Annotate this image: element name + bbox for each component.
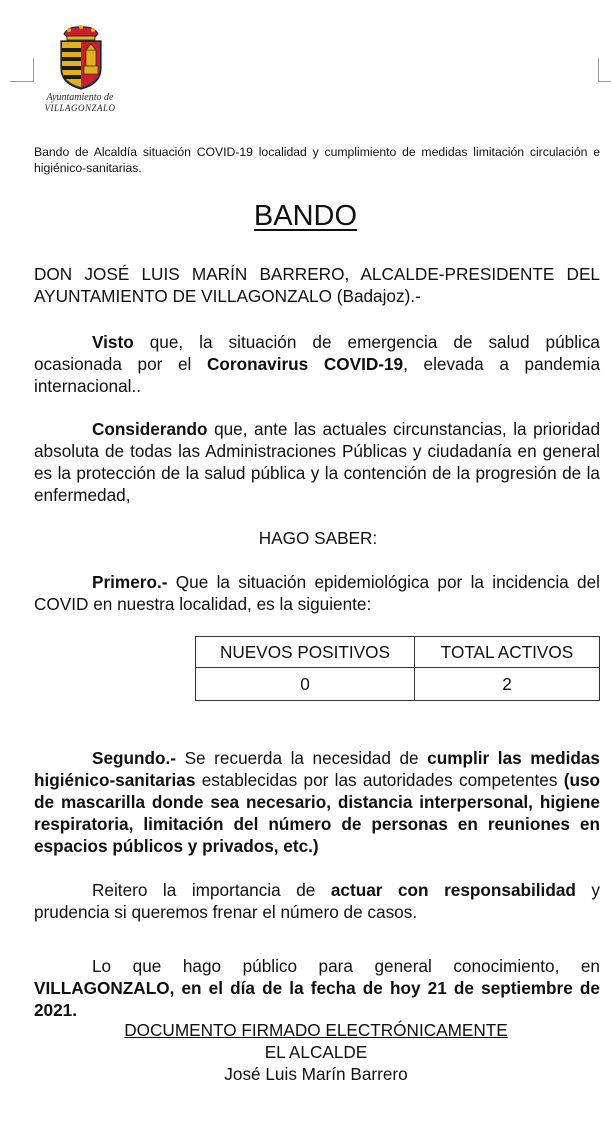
- segundo-lead: Segundo.-: [92, 748, 177, 768]
- reitero-bold: actuar con responsabilidad: [330, 880, 576, 900]
- visto-bold: Coronavirus COVID-19: [206, 354, 404, 374]
- covid-stats-table: [195, 636, 600, 701]
- municipal-crest-icon: [56, 24, 106, 90]
- signature-electronic-note: DOCUMENTO FIRMADO ELECTRÓNICAMENTE: [124, 1020, 508, 1040]
- crop-mark-left-horizontal: [10, 81, 34, 82]
- conclusion-bold: VILLAGONZALO, en el día de la fecha de hoy 21 de septiembre de 2021.: [34, 978, 600, 1020]
- segundo-text-1: Se recuerda la necesidad de: [176, 748, 428, 768]
- paragraph-considerando: [34, 418, 600, 506]
- visto-text-1: que, la situación de emergencia de salud pública ocasionada por el: [34, 332, 600, 374]
- paragraph-reitero: [34, 879, 600, 923]
- considerando-lead: Considerando: [92, 419, 208, 439]
- paragraph-conclusion: [34, 955, 600, 1021]
- table-header-total-activos: TOTAL ACTIVOS: [415, 637, 600, 668]
- logo-caption-line2: VILLAGONZALO: [44, 103, 116, 113]
- primero-text: Que la situación epidemiológica por la incidencia del COVID en nuestra localidad, es la siguiente:: [34, 572, 600, 614]
- official-heading: DON JOSÉ LUIS MARÍN BARRERO, ALCALDE-PRESIDENTE DEL AYUNTAMIENTO DE VILLAGONZALO (Badajoz).-: [34, 264, 600, 306]
- crop-mark-right-vertical: [598, 58, 599, 81]
- crop-mark-left-vertical: [33, 58, 34, 81]
- paragraph-segundo: [34, 747, 600, 857]
- header-note: Bando de Alcaldía situación COVID-19 localidad y cumplimiento de medidas limitación circulación e higiénico-sanitarias.: [34, 145, 600, 175]
- table-cell-nuevos-positivos: 0: [196, 668, 415, 701]
- paragraph-visto: [34, 331, 600, 397]
- visto-text-2: , elevada a pandemia internacional..: [34, 354, 600, 396]
- segundo-bold-2: (uso de mascarilla donde sea necesario, distancia interpersonal, higiene respiratoria, limitación del número de personas en reuniones en espacios públicos y privados, etc.): [34, 770, 600, 856]
- table-header-row: [196, 637, 600, 668]
- table-header-nuevos-positivos: NUEVOS POSITIVOS: [196, 637, 415, 668]
- signature-name: José Luis Marín Barrero: [224, 1064, 408, 1084]
- crop-mark-right-horizontal: [598, 81, 611, 82]
- reitero-text-1: Reitero la importancia de: [92, 880, 331, 900]
- table-row: [196, 668, 600, 701]
- paragraph-primero: [34, 571, 600, 615]
- table-cell-total-activos: 2: [415, 668, 600, 701]
- considerando-text: que, ante las actuales circunstancias, la prioridad absoluta de todas las Administraciones Públicas y ciudadanía en general es la protección de la salud pública y la contención de la progresión de la enfermedad,: [34, 419, 600, 505]
- logo-caption-line1: Ayuntamiento de: [46, 92, 114, 103]
- segundo-text-2: establecidas por las autoridades competentes: [195, 770, 564, 790]
- page-title: BANDO: [253, 200, 358, 232]
- primero-lead: Primero.-: [92, 572, 168, 592]
- visto-lead: Visto: [92, 332, 134, 352]
- conclusion-text: Lo que hago público para general conocimiento, en: [92, 956, 600, 976]
- hago-saber-heading: HAGO SABER:: [258, 528, 378, 548]
- reitero-text-2: y prudencia si queremos frenar el número de casos.: [34, 880, 601, 922]
- segundo-bold-1: cumplir las medidas higiénico-sanitarias: [34, 748, 600, 790]
- signature-role: EL ALCALDE: [264, 1042, 368, 1062]
